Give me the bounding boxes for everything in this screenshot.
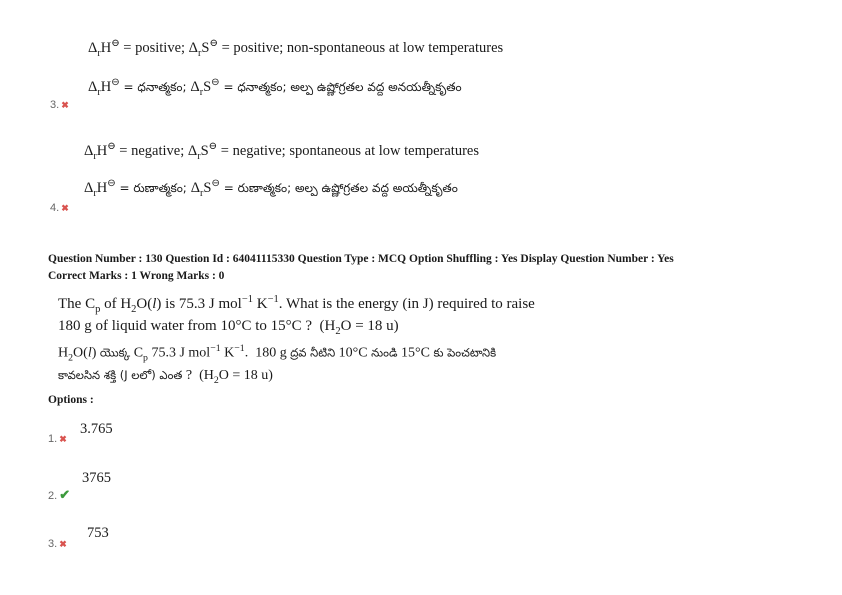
options-label: Options : [48, 394, 94, 406]
cross-icon: ✖ [59, 539, 67, 549]
option-1-value: 3.765 [80, 421, 113, 437]
question-text-en-line-1: The $C_p$ of $H_2O(l)$ is 75.3 J mol$^{-1}$ $K^{-1}$. What is the energy (in J) required to raise [58, 294, 535, 315]
cross-icon: ✖ [59, 434, 67, 444]
option-3-value: 753 [87, 525, 109, 541]
question-text-en-line-2: 180 g of liquid water from 10°C to 15°C ? ($H_2O = 18$ u) [58, 318, 399, 337]
delta-h-symbol: $\Delta_rH^⊖$ [88, 38, 120, 59]
option-2-marker: 2. ✔ [48, 487, 71, 502]
question-meta-line-1: Question Number : 130 Question Id : 64041115330 Question Type : MCQ Option Shuffling : Yes Display Question Number : Yes [48, 253, 674, 265]
option-3-marker: 3. ✖ [48, 538, 67, 550]
cross-icon: ✖ [61, 203, 69, 213]
delta-s-symbol: $\Delta_rS^⊖$ [188, 38, 218, 59]
option-2-value: 3765 [82, 470, 111, 486]
prev-option-3-telugu: $\Delta_rH^⊖$ = ధనాత్మకం; $\Delta_rS^⊖$ = ధనాత్మకం; అల్ప ఉష్ణోగ్రతల వద్ద అనయత్నీకృతం [88, 77, 462, 98]
check-icon: ✔ [59, 487, 71, 502]
question-text-te-line-1: $H_2O(l)$ యొక్క $C_p$ 75.3 J mol$^{-1}$ $K^{-1}$. 180 g ద్రవ నీటిని 10°C నుండి 15°C కు పెంచటానికి [58, 343, 497, 364]
question-meta-line-2: Correct Marks : 1 Wrong Marks : 0 [48, 270, 225, 282]
prev-option-4-english: $\Delta_rH^⊖$ = negative; $\Delta_rS^⊖$ = negative; spontaneous at low temperatures [84, 141, 479, 162]
prev-option-3-marker: 3. ✖ [50, 99, 69, 111]
cross-icon: ✖ [61, 100, 69, 110]
delta-h-value: = positive; [123, 39, 186, 56]
delta-s-value: = positive; non-spontaneous at low temperatures [221, 39, 504, 56]
question-text-te-line-2: కావలసిన శక్తి (J లలో) ఎంత ? ($H_2O = 18$ u) [58, 368, 273, 386]
prev-option-3-english [88, 38, 503, 59]
prev-option-4-telugu: $\Delta_rH^⊖$ = రుణాత్మకం; $\Delta_rS^⊖$ = రుణాత్మకం; అల్ప ఉష్ణోగ్రతల వద్ద అయత్నీకృతం [84, 178, 458, 199]
prev-option-4-marker: 4. ✖ [50, 202, 69, 214]
option-1-marker: 1. ✖ [48, 433, 67, 445]
